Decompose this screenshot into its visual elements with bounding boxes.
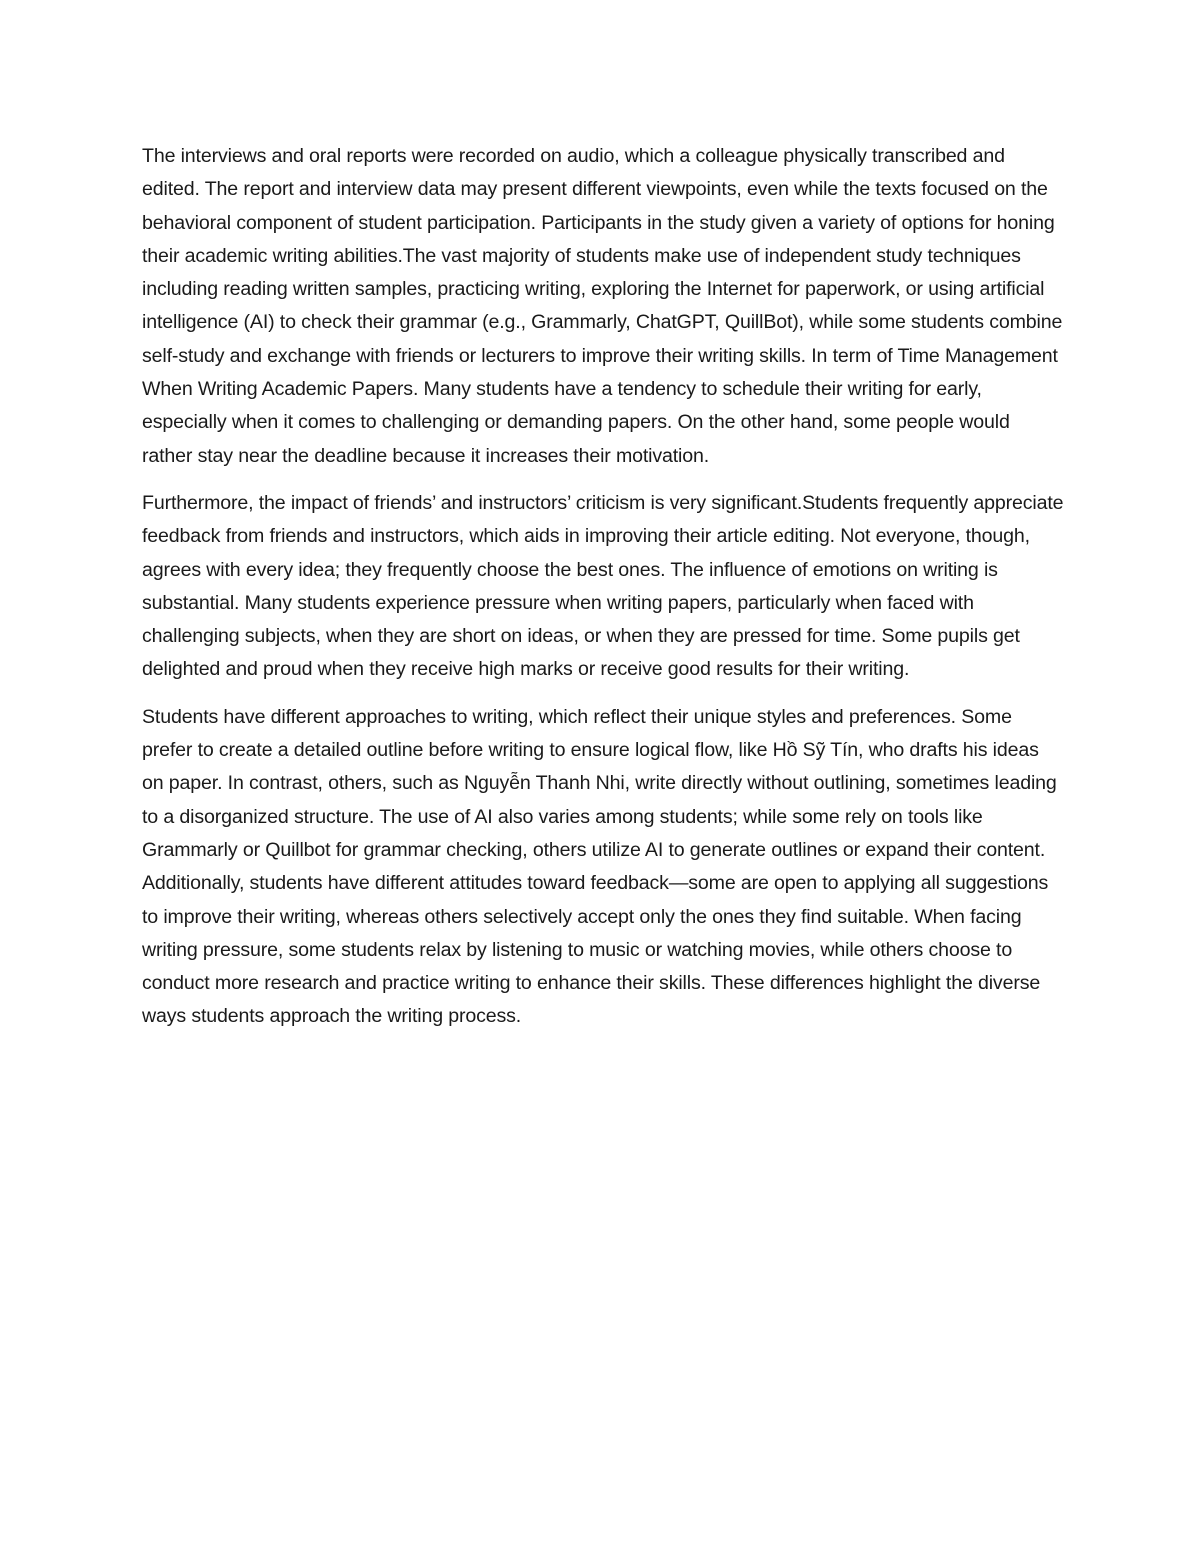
paragraph-3: Students have different approaches to writing, which reflect their unique styles and preferences. Some prefer to create a detailed outline before writing to ensure logical flow, like Hồ Sỹ Tín, who drafts his ideas on paper. In contrast, others, such as Nguyễn Thanh Nhi, write directly without outlining, sometimes leading to a disorganized structure. The use of AI also varies among students; while some rely on tools like Grammarly or Quillbot for grammar checking, others utilize AI to generate outlines or expand their content. Additionally, students have different attitudes toward feedback—some are open to applying all suggestions to improve their writing, whereas others selectively accept only the ones they find suitable. When facing writing pressure, some students relax by listening to music or watching movies, while others choose to conduct more research and practice writing to enhance their skills. These differences highlight the diverse ways students approach the writing process. — [142, 705, 1057, 1028]
paragraph-1: The interviews and oral reports were recorded on audio, which a colleague physically transcribed and edited. The report and interview data may present different viewpoints, even while the texts focused on the behavioral component of student participation. Participants in the study given a variety of options for honing their academic writing abilities.The vast majority of students make use of independent study techniques including reading written samples, practicing writing, exploring the Internet for paperwork, or using artificial intelligence (AI) to check their grammar (e.g., Grammarly, ChatGPT, QuillBot), while some students combine self-study and exchange with friends or lecturers to improve their writing skills. In term of Time Management When Writing Academic Papers. Many students have a tendency to schedule their writing for early, especially when it comes to challenging or demanding papers. On the other hand, some people would rather stay near the deadline because it increases their motivation. — [142, 145, 1063, 467]
paragraph-2: Furthermore, the impact of friends’ and instructors’ criticism is very significant.Students frequently appreciate feedback from friends and instructors, which aids in improving their article editing. Not everyone, though, agrees with every idea; they frequently choose the best ones. The influence of emotions on writing is substantial. Many students experience pressure when writing papers, particularly when faced with challenging subjects, when they are short on ideas, or when they are pressed for time. Some pupils get delighted and proud when they receive high marks or receive good results for their writing. — [142, 491, 1064, 681]
document-body — [142, 140, 1064, 1048]
